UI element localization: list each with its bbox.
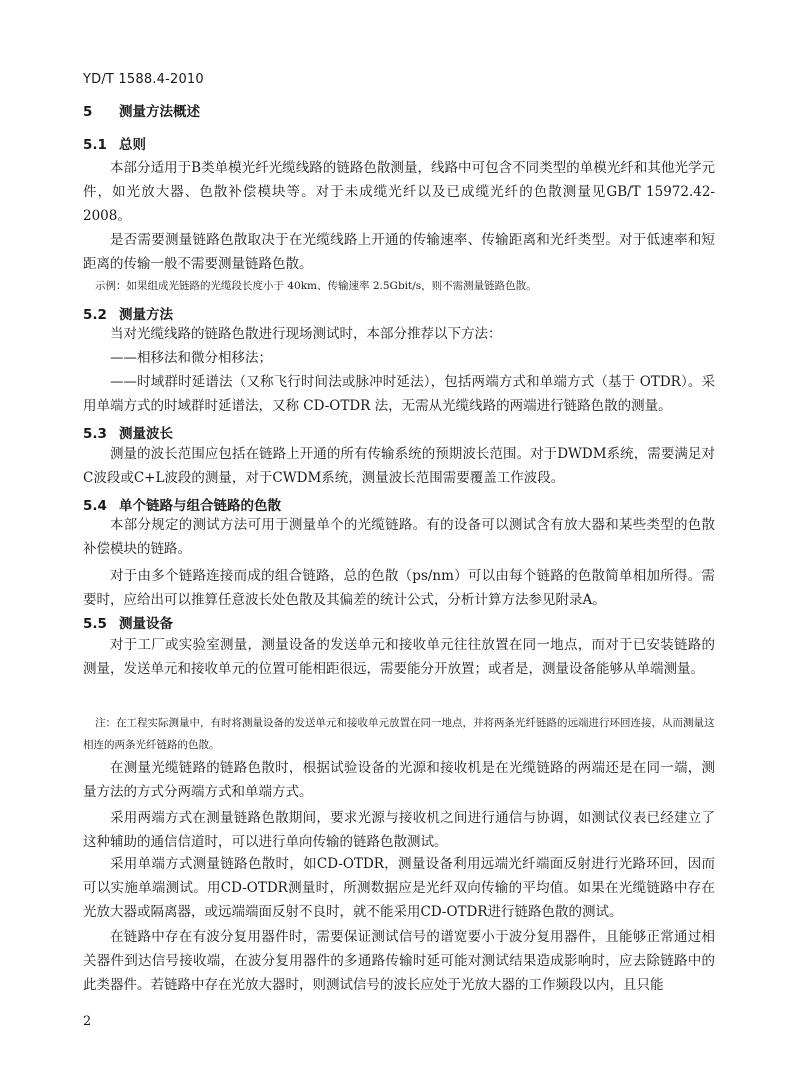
- list-item: ——时域群时延谱法（又称飞行时间法或脉冲时延法），包括两端方式和单端方式（基于 OTDR）。采用单端方式的时域群时延谱法，又称 CD-OTDR 法，无需从光缆线路的两端进行链路色散的测量。: [83, 374, 715, 414]
- paragraph: 本部分适用于B类单模光纤光缆线路的链路色散测量，线路中可包含不同类型的单模光纤和其他光学元件，如光放大器、色散补偿模块等。对于未成缆光纤以及已成缆光纤的色散测量见GB/T 15972.42-2008。: [83, 160, 715, 224]
- section-5-heading: [83, 100, 715, 120]
- section-5-4-heading: [83, 494, 715, 514]
- paragraph: 当对光缆线路的链路色散进行现场测试时，本部分推荐以下方法：: [110, 326, 502, 342]
- paragraph: 采用单端方式测量链路色散时，如CD-OTDR，测量设备利用远端光纤端面反射进行光路环回，因而可以实施单端测试。用CD-OTDR测量时，所测数据应是光纤双向传输的平均值。如果在光缆链路中存在光放大器或隔离器，或远端端面反射不良时，就不能采用CD-OTDR进行链路色散的测试。: [83, 856, 715, 920]
- section-number: 5.5: [83, 616, 107, 632]
- section-number: 5.3: [83, 426, 107, 442]
- paragraph: 在链路中存在有波分复用器件时，需要保证测试信号的谱宽要小于波分复用器件，且能够正常通过相关器件到达信号接收端，在波分复用器件的多通路传输时延可能对测试结果造成影响时，应去除链路中的此类器件。若链路中存在光放大器时，则测试信号的波长应处于光放大器的工作频段以内，且只能: [83, 929, 715, 993]
- section-title: 测量方法: [119, 307, 173, 323]
- paragraph: 对于由多个链路连接而成的组合链路，总的色散（ps/nm）可以由每个链路的色散简单相加所得。需要时，应给出可以推算任意波长处色散及其偏差的统计公式，分析计算方法参见附录A。: [83, 568, 715, 608]
- section-title: 测量波长: [119, 426, 173, 442]
- example-note: 示例：如果组成光链路的光缆段长度小于 40km、传输速率 2.5Gbit/s，则不需测量链路色散。: [95, 280, 537, 292]
- section-title: 单个链路与组合链路的色散: [119, 498, 281, 514]
- paragraph: 在测量光缆链路的链路色散时，根据试验设备的光源和接收机是在光缆链路的两端还是在同一端，测量方法的方式分两端方式和单端方式。: [83, 760, 715, 800]
- section-title: 测量设备: [119, 616, 173, 632]
- section-number: 5.4: [83, 498, 107, 514]
- note: 注：在工程实际测量中，有时将测量设备的发送单元和接收单元放置在同一地点，并将两条光纤链路的远端进行环回连接，从而测量这相连的两条光纤链路的色散。: [83, 717, 715, 751]
- paragraph: 采用两端方式在测量链路色散期间，要求光源与接收机之间进行通信与协调，如测试仪表已经建立了这种辅助的通信信道时，可以进行单向传输的链路色散测试。: [83, 810, 715, 850]
- section-5-5-heading: [83, 612, 715, 632]
- section-number: 5.1: [83, 137, 107, 153]
- section-number: 5.2: [83, 307, 107, 323]
- paragraph: 测量的波长范围应包括在链路上开通的所有传输系统的预期波长范围。对于DWDM系统，需要满足对C波段或C+L波段的测量，对于CWDM系统，测量波长范围需要覆盖工作波段。: [83, 446, 715, 486]
- list-item: ——相移法和微分相移法；: [110, 350, 272, 366]
- paragraph: 是否需要测量链路色散取决于在光缆线路上开通的传输速率、传输距离和光纤类型。对于低速率和短距离的传输一般不需要测量链路色散。: [83, 232, 715, 272]
- document-code: YD/T 1588.4-2010: [83, 72, 204, 87]
- section-title: 测量方法概述: [119, 104, 200, 120]
- section-5-1-heading: [83, 133, 715, 153]
- section-5-2-heading: [83, 303, 715, 323]
- section-5-3-heading: [83, 422, 715, 442]
- page-number: 2: [83, 1014, 92, 1029]
- paragraph: 本部分规定的测试方法可用于测量单个的光缆链路。有的设备可以测试含有放大器和某些类型的色散补偿模块的链路。: [83, 517, 715, 557]
- section-number: 5: [83, 104, 93, 120]
- section-title: 总则: [119, 137, 146, 153]
- paragraph: 对于工厂或实验室测量，测量设备的发送单元和接收单元往往放置在同一地点，而对于已安装链路的测量，发送单元和接收单元的位置可能相距很远，需要能分开放置；或者是，测量设备能够从单端测量。: [83, 637, 715, 677]
